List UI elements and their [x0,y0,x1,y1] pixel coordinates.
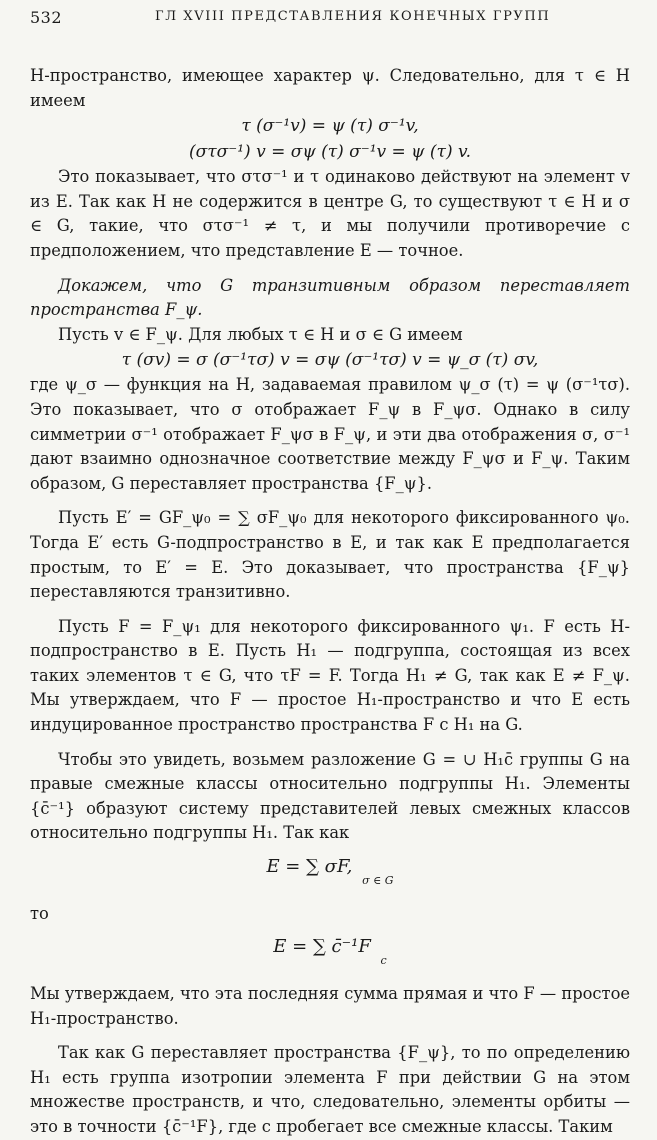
italic-claim: Докажем, что G транзитивным образом переставляет пространства F_ψ. [30,275,630,320]
paragraph-3 [30,274,630,323]
equation-5 [30,932,630,976]
paragraph-11: Так как G переставляет пространства {F_ψ}, то по определению H₁ есть группа изотропии элемента F при действии G на этом множестве пространств, и что, следовательно, элементы орбиты — это в точности {c̄⁻¹F}, где c пробегает все смежные классы. Таким [30,1043,630,1136]
paragraph-9: то [30,904,49,924]
paragraph-5: где ψ_σ — функция на H, задаваемая правилом ψ_σ (τ) = ψ (σ⁻¹τσ). Это показывает, что σ отображает F_ψ в F_ψσ. Однако в силу симметрии σ⁻¹ отображает F_ψσ в F_ψ, и эти два отображения σ, σ⁻¹ дают взаимно однозначное соответствие между F_ψσ и F_ψ. Таким образом, G переставляет пространства {F_ψ}. [30,375,630,493]
running-title: ГЛ XVIII ПРЕДСТАВЛЕНИЯ КОНЕЧНЫХ ГРУПП [155,9,551,24]
equation-1: τ (σ⁻¹v) = ψ (τ) σ⁻¹v, [241,116,419,137]
equation-3: τ (σv) = σ (σ⁻¹τσ) v = σψ (σ⁻¹τσ) v = ψ_σ (τ) σv, [121,350,539,371]
paragraph-7: Пусть F = F_ψ₁ для некоторого фиксированного ψ₁. F есть H-подпространство в E. Пусть H₁ — подгруппа, состоящая из всех таких элементов τ ∈ G, что τF = F. Тогда H₁ ≠ G, так как E ≠ F_ψ. Мы утверждаем, что F — простое H₁-пространство и что E есть индуцированное пространство пространства F с H₁ на G. [30,616,630,735]
paragraph-8: Чтобы это увидеть, возьмем разложение G = ∪ H₁c̄ группы G на правые смежные классы относительно подгруппы H₁. Элементы {c̄⁻¹} образуют систему представителей левых смежных классов относительно подгруппы H₁. Так как [30,749,630,843]
equation-2: (στσ⁻¹) v = σψ (τ) σ⁻¹v = ψ (τ) v. [189,142,471,163]
page-body [30,64,630,1140]
paragraph-6: Пусть E′ = GF_ψ₀ = ∑ σF_ψ₀ для некоторого фиксированного ψ₀. Тогда E′ есть G-подпространство в E, и так как E предполагается простым, то E′ = E. Это доказывает, что пространства {F_ψ} переставляются транзитивно. [30,508,630,602]
equation-4-subscript: σ ∈ G [362,874,394,888]
paragraph-10: Мы утверждаем, что эта последняя сумма прямая и что F — простое H₁-пространство. [30,984,630,1028]
equation-4-body: E = ∑ σF, [266,856,353,878]
paragraph-2: Это показывает, что στσ⁻¹ и τ одинаково действуют на элемент v из E. Так как H не содержится в центре G, то существуют τ ∈ H и σ ∈ G, такие, что στσ⁻¹ ≠ τ, и мы получили противоречие с предположением, что представление E — точное. [30,167,630,260]
equation-5-subscript: c [380,954,387,968]
page-number: 532 [30,8,63,27]
paragraph-1: H-пространство, имеющее характер ψ. Следовательно, для τ ∈ H имеем [30,66,630,110]
page-header [30,8,629,30]
equation-5-body: E = ∑ c̄⁻¹F [273,936,371,958]
paragraph-4: Пусть v ∈ F_ψ. Для любых τ ∈ H и σ ∈ G имеем [58,324,463,344]
equation-4 [30,852,630,896]
